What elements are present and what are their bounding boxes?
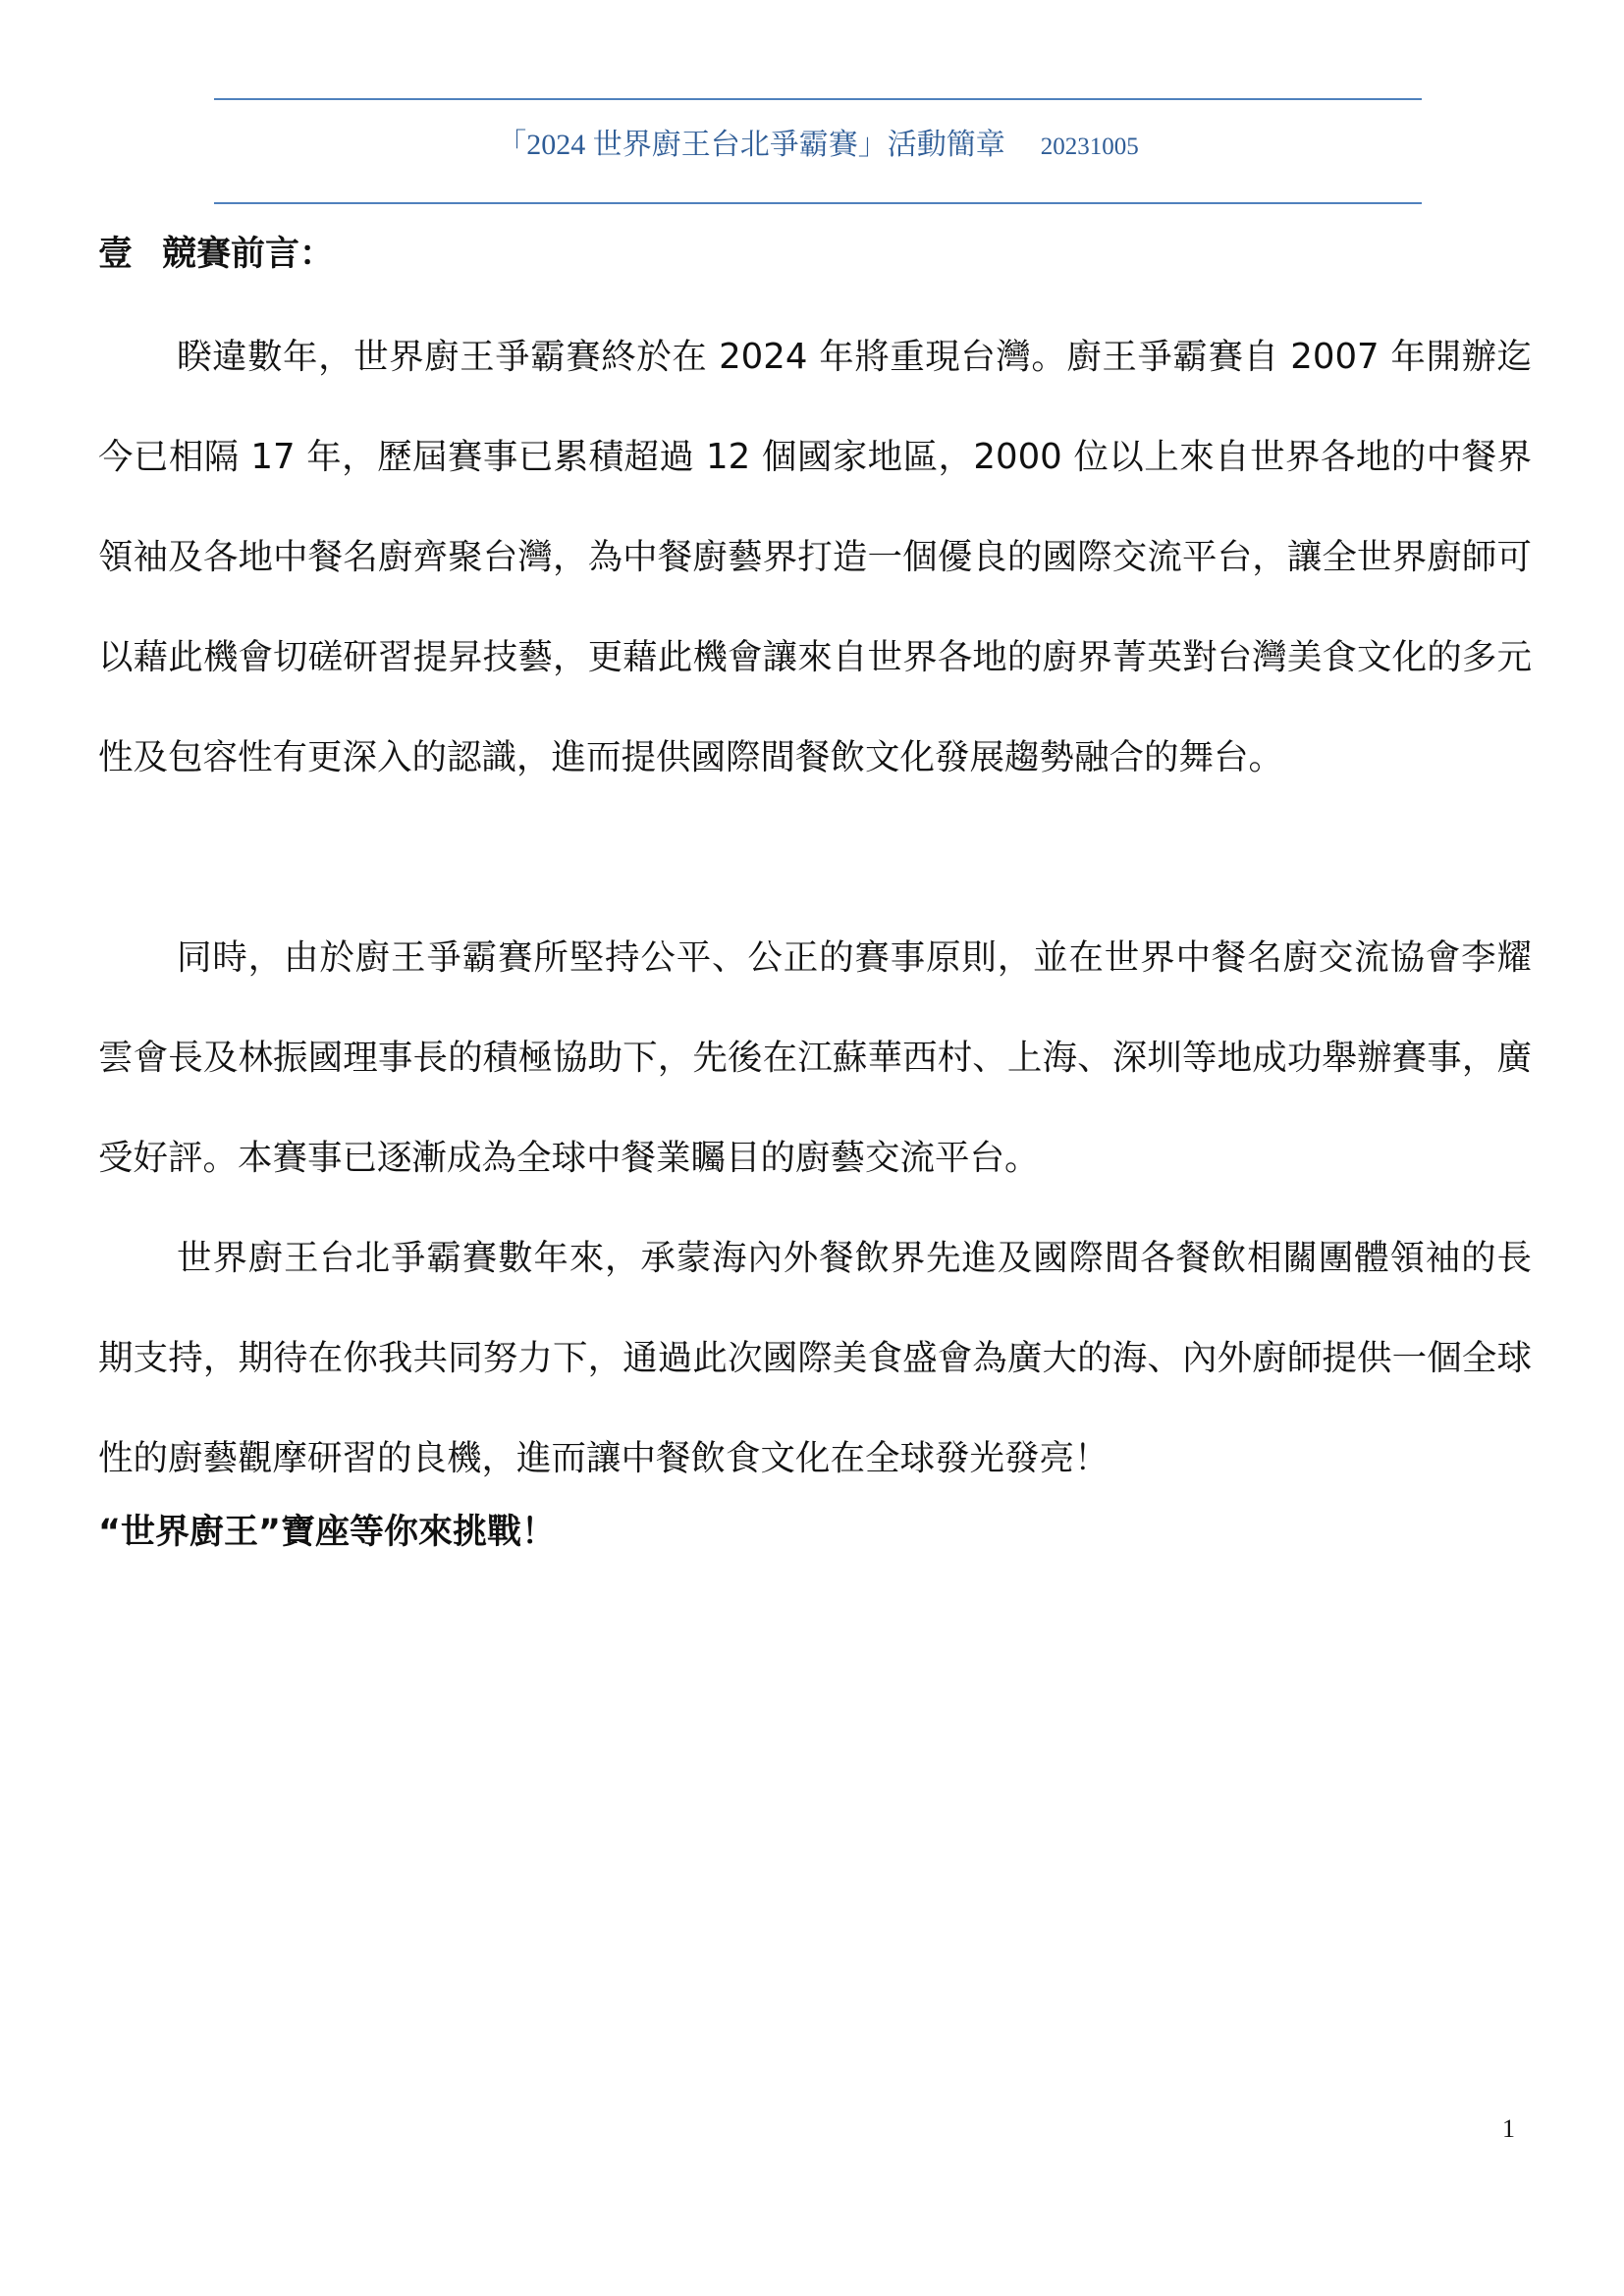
- section-title: 競賽前言：: [162, 235, 335, 274]
- header-title: 「2024 世界廚王台北爭霸賽」活動簡章: [497, 129, 1005, 161]
- header-date: 20231005: [1040, 133, 1139, 160]
- document-header: [214, 126, 1422, 167]
- intro-paragraph-3: 世界廚王台北爭霸賽數年來，承蒙海內外餐飲界先進及國際間各餐飲相關團體領袖的長期支持，期待在你我共同努力下，通過此次國際美食盛會為廣大的海、內外廚師提供一個全球性的廚藝觀摩研習的良機，進而讓中餐飲食文化在全球發光發亮！: [98, 1238, 1532, 1478]
- intro-paragraph-2: 同時，由於廚王爭霸賽所堅持公平、公正的賽事原則，並在世界中餐名廚交流協會李耀雲會長及林振國理事長的積極協助下，先後在江蘇華西村、上海、深圳等地成功舉辦賽事，廣受好評。本賽事已逐漸成為全球中餐業矚目的廚藝交流平台。: [98, 937, 1532, 1178]
- page-number: 1: [1502, 2114, 1515, 2143]
- intro-paragraph-1: 睽違數年，世界廚王爭霸賽終於在 2024 年將重現台灣。廚王爭霸賽自 2007 年開辦迄今已相隔 17 年，歷屆賽事已累積超過 12 個國家地區，2000 位以上來自世界各地的中餐界領袖及各地中餐名廚齊聚台灣，為中餐廚藝界打造一個優良的國際交流平台，讓全世界廚師可以藉此機會切磋研習提昇技藝，更藉此機會讓來自世界各地的廚界菁英對台灣美食文化的多元性及包容性有更深入的認識，進而提供國際間餐飲文化發展趨勢融合的舞台。: [98, 337, 1532, 777]
- section-heading: [98, 232, 334, 277]
- header-bottom-rule: [214, 202, 1422, 204]
- section-number: 壹: [98, 235, 134, 274]
- closing-slogan: “世界廚王”寶座等你來挑戰！: [98, 1513, 557, 1552]
- header-top-rule: [214, 98, 1422, 100]
